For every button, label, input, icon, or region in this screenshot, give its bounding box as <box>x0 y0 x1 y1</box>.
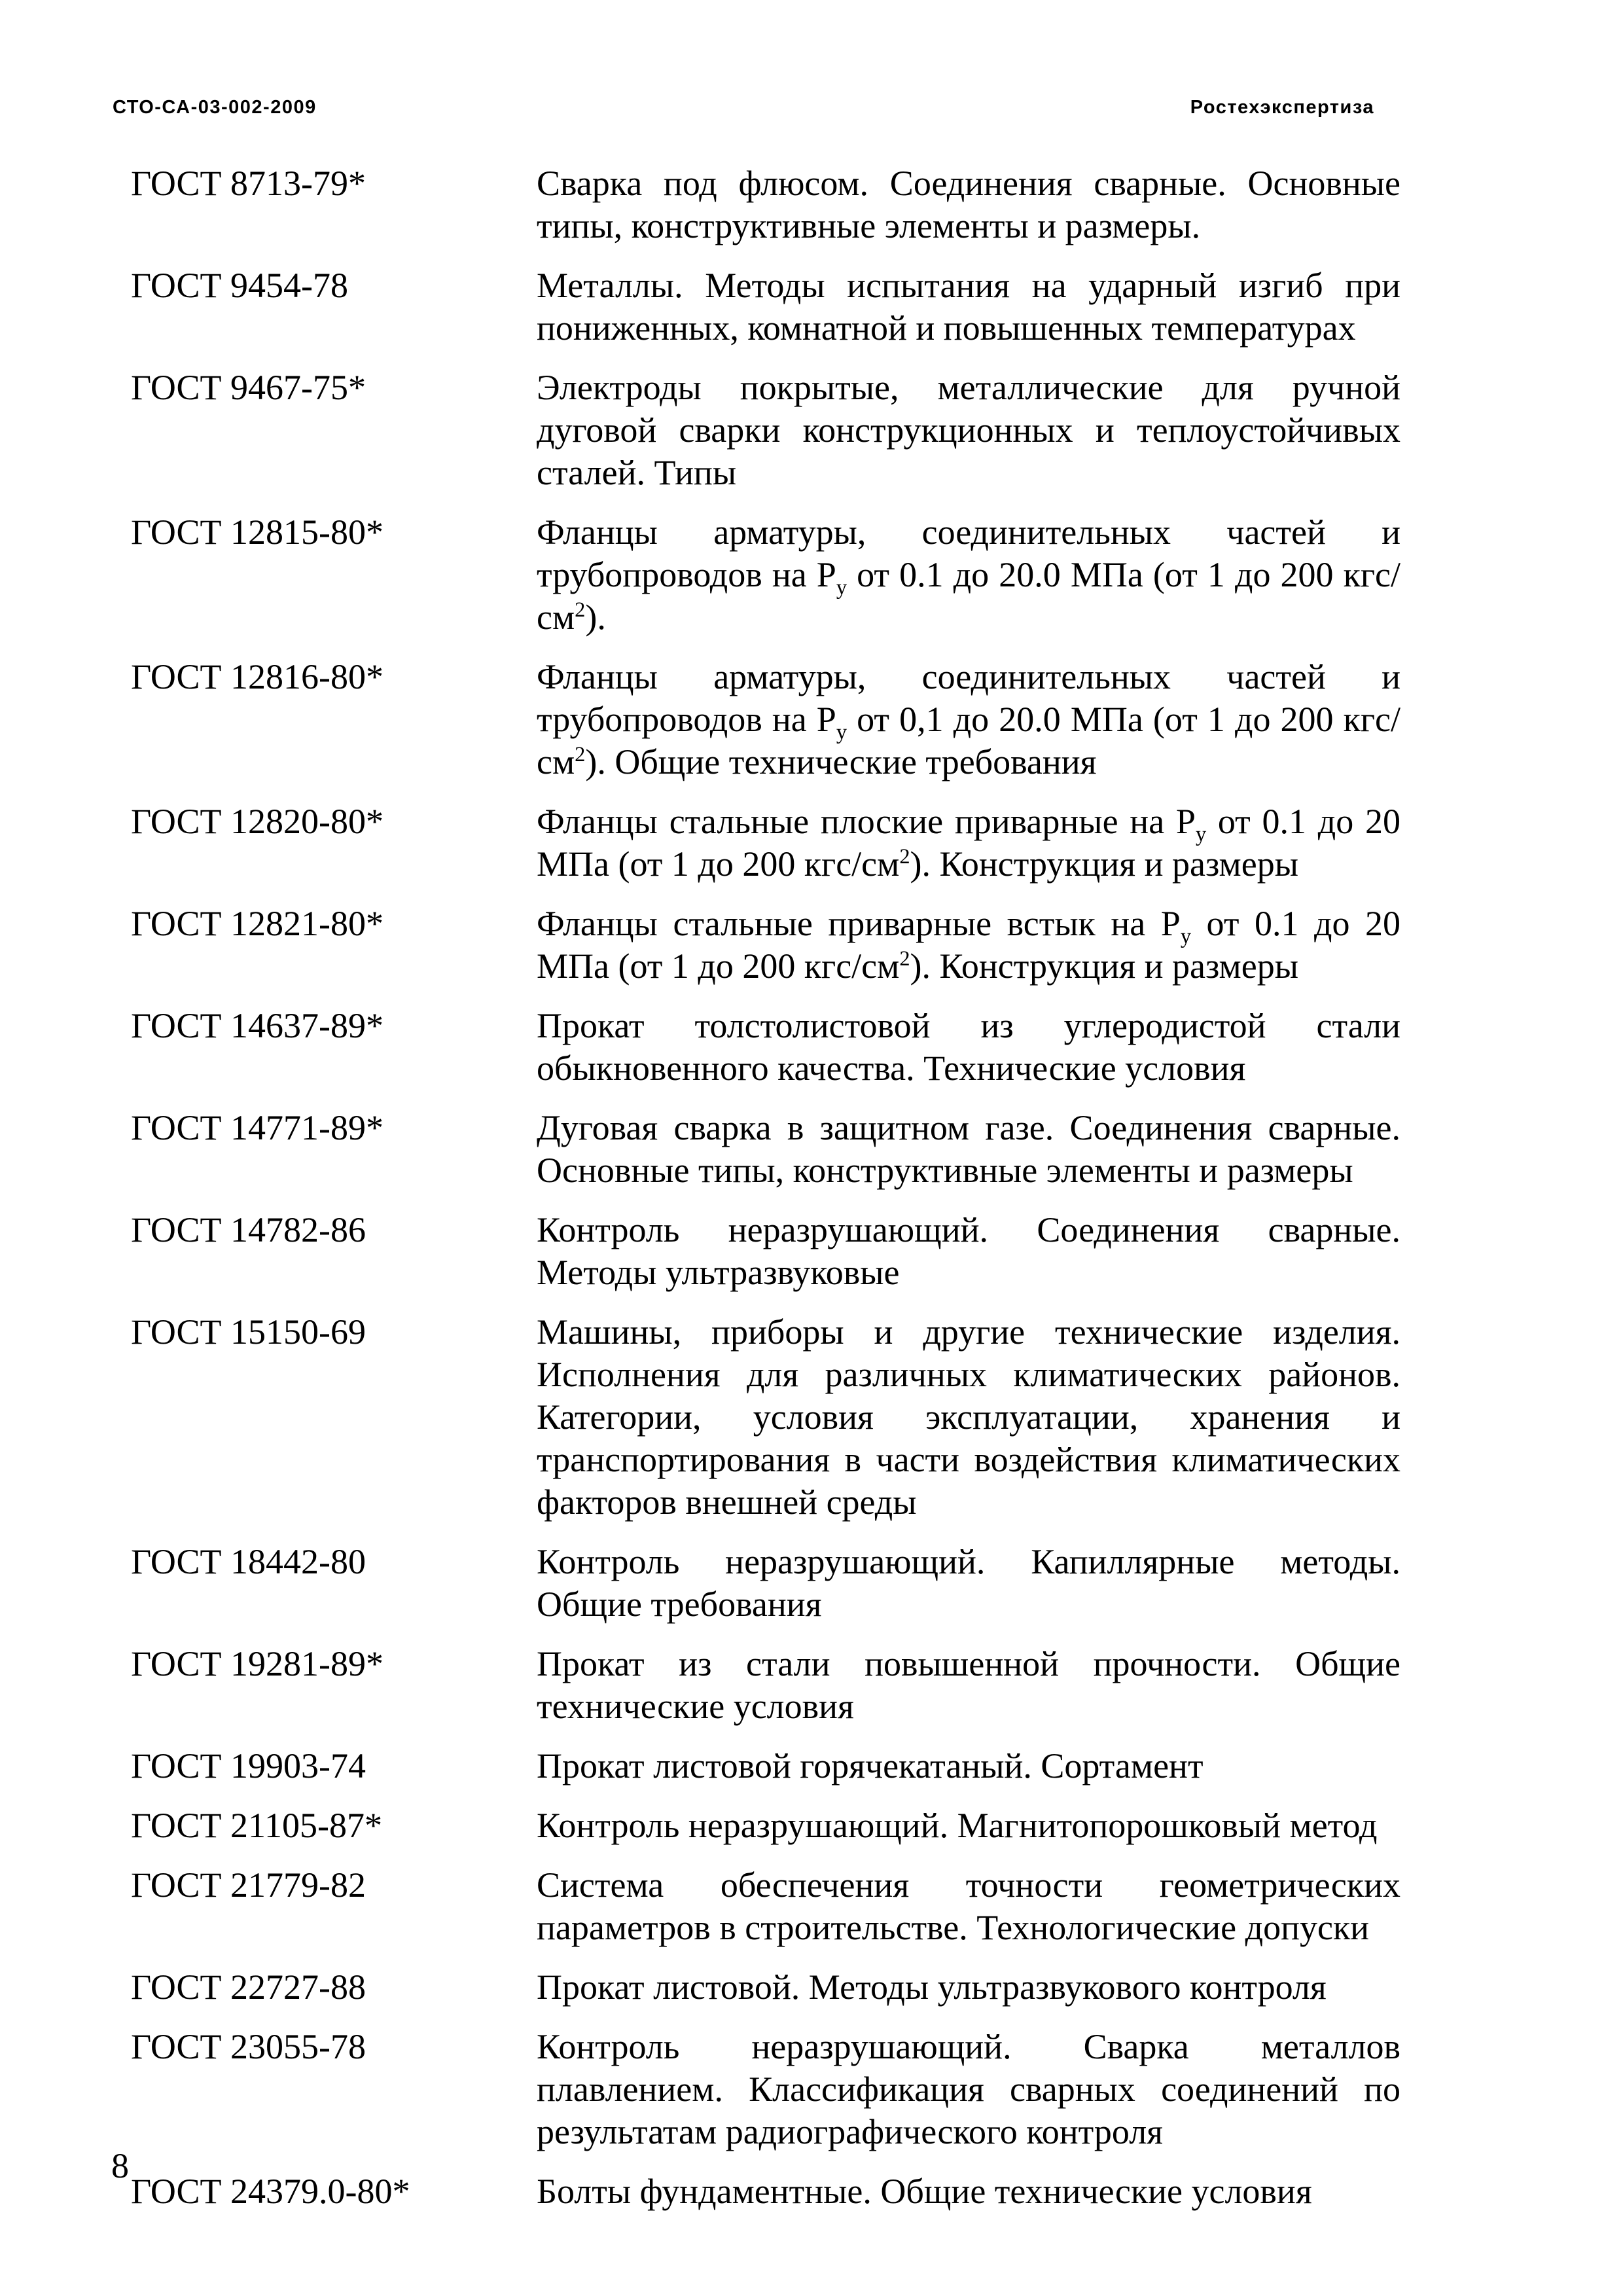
standard-title: Болты фундаментные. Общие технические условия <box>537 2172 1312 2211</box>
reference-list <box>131 162 1427 2230</box>
reference-row <box>131 162 1427 247</box>
standard-code: ГОСТ 14782-86 <box>131 1210 366 1249</box>
organization-name: Ростехэкспертиза <box>1190 97 1374 118</box>
standard-code: ГОСТ 23055-78 <box>131 2027 366 2066</box>
standard-code: ГОСТ 8713-79* <box>131 164 366 203</box>
reference-row <box>131 1966 1427 2009</box>
page-number: 8 <box>111 2146 129 2185</box>
standard-title: Машины, приборы и другие технические изделия. Исполнения для различных климатических районов. Категории, условия эксплуатации, хранения и транспортирования в части воздействия климатических факторов внешней среды <box>537 1312 1400 1522</box>
standard-title: Прокат толстолистовой из углеродистой стали обыкновенного качества. Технические условия <box>537 1006 1400 1088</box>
reference-row <box>131 1209 1427 1294</box>
standard-title: Контроль неразрушающий. Соединения сварные. Методы ультразвуковые <box>537 1210 1400 1292</box>
standard-code: ГОСТ 18442-80 <box>131 1542 366 1581</box>
standard-title: Металлы. Методы испытания на ударный изгиб при пониженных, комнатной и повышенных температурах <box>537 266 1400 348</box>
reference-row <box>131 1804 1427 1847</box>
standard-code: ГОСТ 24379.0-80* <box>131 2172 410 2211</box>
standard-title: Система обеспечения точности геометрических параметров в строительстве. Технологические допуски <box>537 1865 1400 1947</box>
standard-title: Прокат из стали повышенной прочности. Общие технические условия <box>537 1644 1400 1726</box>
standard-code: ГОСТ 15150-69 <box>131 1312 366 1352</box>
standard-code: ГОСТ 22727-88 <box>131 1967 366 2007</box>
standard-title: Сварка под флюсом. Соединения сварные. Основные типы, конструктивные элементы и размеры. <box>537 164 1400 245</box>
standard-title: Контроль неразрушающий. Магнитопорошковый метод <box>537 1806 1378 1845</box>
standard-code: ГОСТ 12816-80* <box>131 657 384 696</box>
standard-title: Дуговая сварка в защитном газе. Соединения сварные. Основные типы, конструктивные элементы и размеры <box>537 1108 1400 1190</box>
reference-row <box>131 511 1427 639</box>
reference-row <box>131 2170 1427 2213</box>
standard-title: Фланцы стальные плоские приварные на $P_y$ от 0.1 до 20 МПа (от 1 до 200 кгс/$см^2$). Конструкция и размеры <box>537 802 1400 884</box>
reference-row <box>131 1745 1427 1787</box>
standard-code: ГОСТ 14771-89* <box>131 1108 384 1147</box>
standard-code: ГОСТ 19281-89* <box>131 1644 384 1683</box>
standard-title: Фланцы стальные приварные встык на $P_y$ от 0.1 до 20 МПа (от 1 до 200 кгс/$см^2$). Конструкция и размеры <box>537 904 1400 986</box>
standard-title: Прокат листовой. Методы ультразвукового контроля <box>537 1967 1327 2007</box>
standard-code: ГОСТ 9454-78 <box>131 266 349 305</box>
reference-row <box>131 903 1427 988</box>
standard-code: ГОСТ 19903-74 <box>131 1746 366 1785</box>
reference-row <box>131 2026 1427 2153</box>
standard-code: ГОСТ 9467-75* <box>131 368 366 407</box>
standard-title: Электроды покрытые, металлические для ручной дуговой сварки конструкционных и теплоустойчивых сталей. Типы <box>537 368 1400 492</box>
standard-code: ГОСТ 21779-82 <box>131 1865 366 1905</box>
standard-title: Фланцы арматуры, соединительных частей и трубопроводов на $P_y$ от 0.1 до 20.0 МПа (от 1 до 200 кгс/$см^2$). <box>537 512 1400 637</box>
reference-row <box>131 1005 1427 1090</box>
standard-code: ГОСТ 21105-87* <box>131 1806 383 1845</box>
standard-code: ГОСТ 12815-80* <box>131 512 384 552</box>
reference-row <box>131 264 1427 350</box>
standard-title: Контроль неразрушающий. Капиллярные методы. Общие требования <box>537 1542 1400 1624</box>
standard-title: Прокат листовой горячекатаный. Сортамент <box>537 1746 1204 1785</box>
reference-row <box>131 367 1427 494</box>
reference-row <box>131 1864 1427 1949</box>
reference-row <box>131 1311 1427 1524</box>
reference-row <box>131 1541 1427 1626</box>
standard-code: ГОСТ 12821-80* <box>131 904 384 943</box>
standard-code: ГОСТ 14637-89* <box>131 1006 384 1045</box>
reference-row <box>131 656 1427 783</box>
reference-row <box>131 800 1427 886</box>
reference-row <box>131 1643 1427 1728</box>
standard-title: Фланцы арматуры, соединительных частей и трубопроводов на $P_y$ от 0,1 до 20.0 МПа (от 1 до 200 кгс/$см^2$). Общие технические требования <box>537 657 1400 781</box>
document-code: СТО-СА-03-002-2009 <box>113 97 317 118</box>
reference-row <box>131 1107 1427 1192</box>
standard-code: ГОСТ 12820-80* <box>131 802 384 841</box>
standard-title: Контроль неразрушающий. Сварка металлов плавлением. Классификация сварных соединений по результатам радиографического контроля <box>537 2027 1400 2151</box>
page-header <box>113 97 1374 126</box>
